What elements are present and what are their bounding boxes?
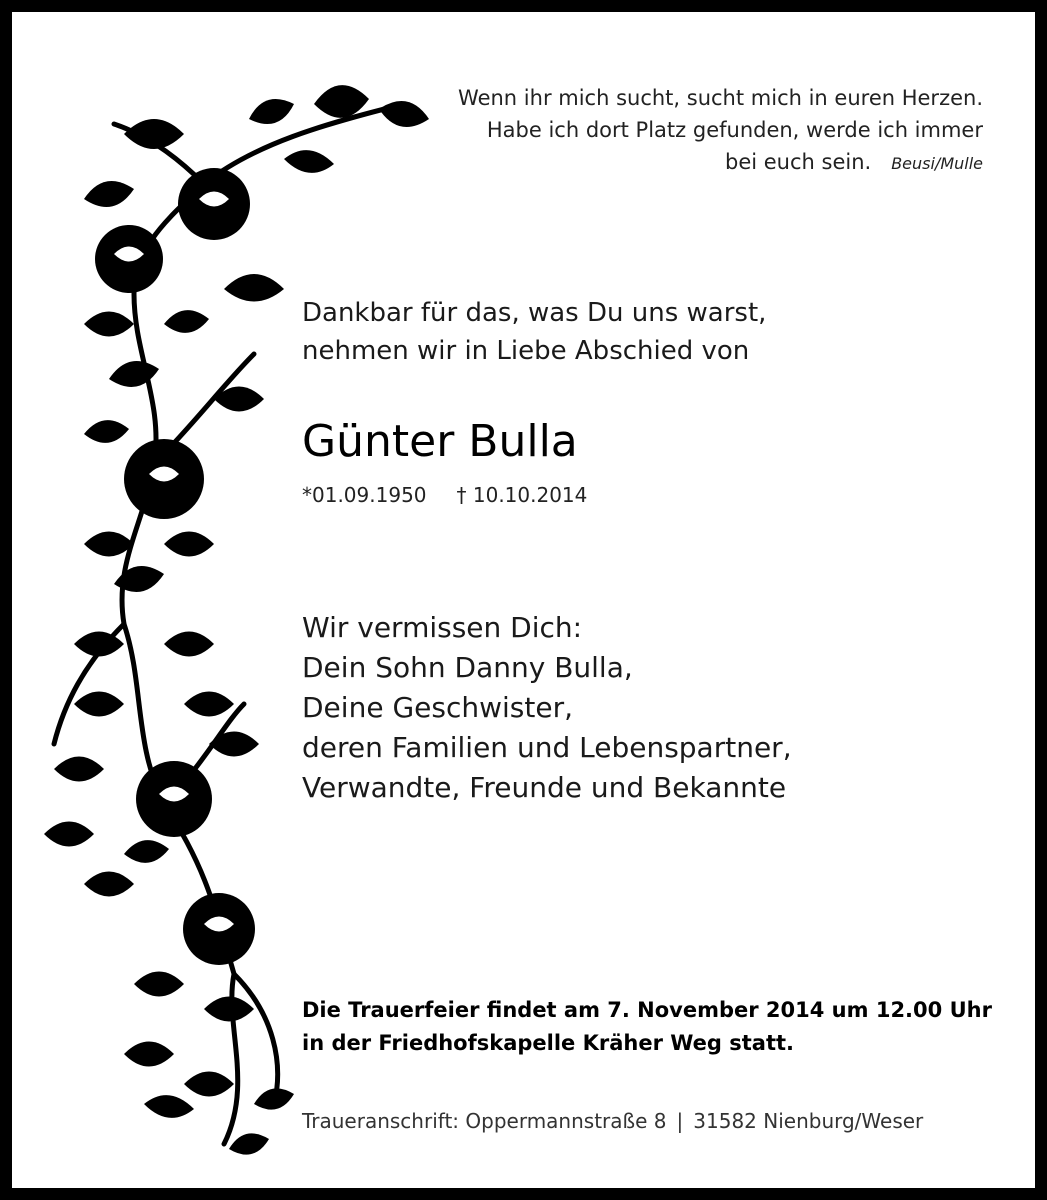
quote-line-last: [458, 146, 983, 180]
address-separator: |: [676, 1109, 684, 1133]
life-dates: [302, 480, 587, 510]
funeral-line: Die Trauerfeier findet am 7. November 2014 um 12.00 Uhr: [302, 998, 992, 1022]
address-street: Traueranschrift: Oppermannstraße 8: [302, 1109, 667, 1133]
address-city: 31582 Nienburg/Weser: [693, 1109, 924, 1133]
mourning-address: [302, 1106, 923, 1136]
funeral-notice: [302, 994, 992, 1060]
mourners-list: [302, 608, 792, 808]
intro-line: Dankbar für das, was Du uns warst,: [302, 298, 767, 328]
quote-line: Habe ich dort Platz gefunden, werde ich immer: [486, 118, 983, 142]
quote-line: Wenn ihr mich sucht, sucht mich in euren Herzen.: [458, 86, 983, 110]
quote-author: Beusi/Mulle: [891, 154, 983, 173]
quote-line-text: bei euch sein.: [724, 150, 872, 174]
mourners-line: Deine Geschwister,: [302, 691, 573, 724]
deceased-name: Günter Bulla: [302, 416, 578, 467]
funeral-line: in der Friedhofskapelle Kräher Weg statt.: [302, 1031, 795, 1055]
mourners-line: Wir vermissen Dich:: [302, 611, 583, 644]
birth-date: *01.09.1950: [302, 483, 427, 507]
memorial-quote: [458, 82, 983, 180]
mourners-line: Dein Sohn Danny Bulla,: [302, 651, 633, 684]
death-date: † 10.10.2014: [456, 483, 588, 507]
intro-text: [302, 294, 766, 370]
intro-line: nehmen wir in Liebe Abschied von: [302, 336, 750, 366]
mourners-line: deren Familien und Lebenspartner,: [302, 731, 792, 764]
mourners-line: Verwandte, Freunde und Bekannte: [302, 771, 787, 804]
